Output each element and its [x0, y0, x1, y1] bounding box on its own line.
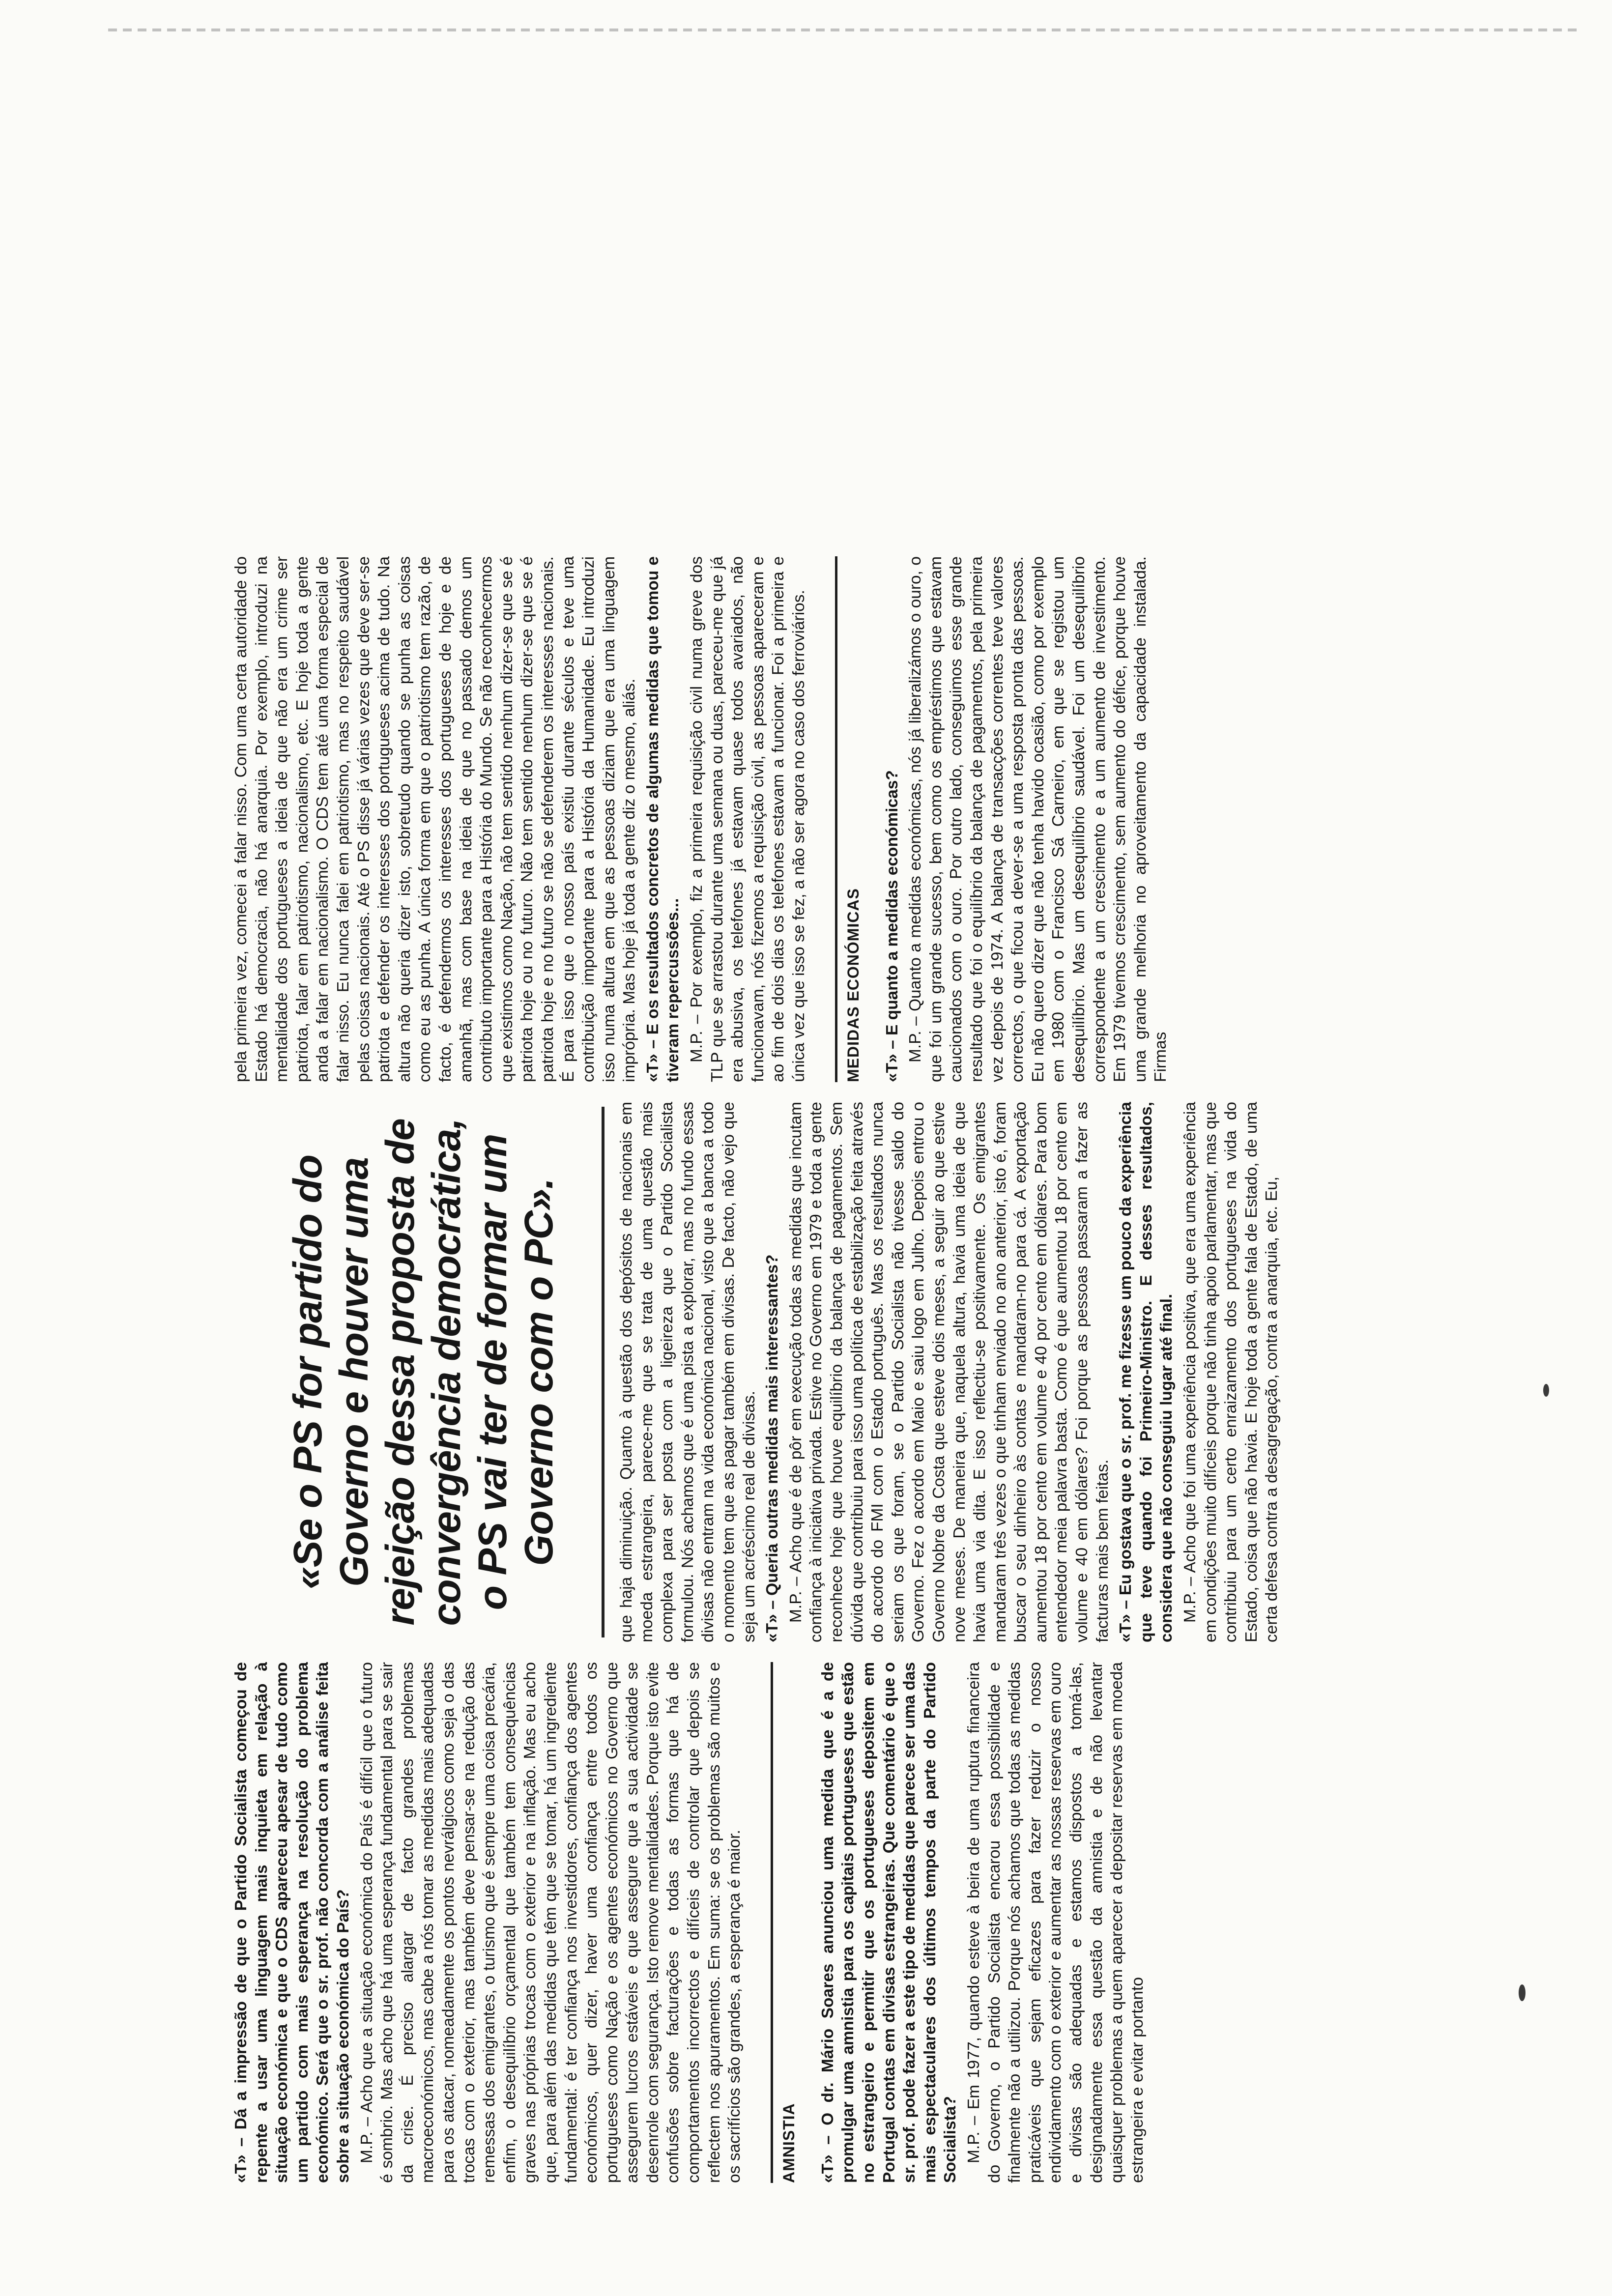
interview-paragraph: M.P. – Quanto a medidas económicas, nós já liberalizámos o ouro, o que foi um grande sucesso, bem como os empréstimos que estavam caucionados com o ouro. Por outro lado, conseguimos esse grande resultado que foi o equilíbrio da balança de pagamentos, pela primeira vez depois de 1974. A balança de transacções correntes teve valores correctos, o que ficou a dever-se a uma resposta pronta das pessoas. Eu não quero dizer que não tenha havido ocasião, como por exemplo em 1980 com o Francisco Sá Carneiro, em que se registou um desequilíbrio. Mas um desequilíbrio saudável. Foi um desequilíbrio correspondente a um crescimento e a um aumento de investimento. Em 1979 tivemos crescimento, sem aumento do défice, porque houve uma grande melhoria no aproveitamento da capacidade instalada. Firmas: [906, 556, 1170, 1082]
scan-edge-line: [108, 29, 1583, 31]
column-3: [231, 556, 1558, 1082]
pull-quote-rule: [602, 1107, 604, 1637]
interview-question: «T» – Dá a impressão de que o Partido Socialista começou de repente a usar uma linguagem mais inquieta em relação à situação económica e que o CDS apareceu apesar de tudo como um partido com mais esperança na resolução do problema económico. Será que o sr. prof. não concorda com a análise feita sobre a situação económica do País?: [232, 1662, 352, 2183]
section-heading: MEDIDAS ECONÓMICAS: [835, 556, 863, 1082]
interview-paragraph: M.P. – Acho que é de pôr em execução todas as medidas que incutam confiança à iniciativa privada. Estive no Governo em 1979 e toda a gente reconhece hoje que houve equilíbrio da balança de pagamentos. Sem dúvida que contribuiu para isso uma política de estabilização feita através do acordo do FMI com o Estado português. Mas os resultados nunca seriam os que foram, se o Partido Socialista não tivesse saldo do Governo. Fez o acordo em Maio e saiu logo em Julho. Depois entrou o Governo Nobre da Costa que esteve dois meses, a seguir ao que estive nove meses. De maneira que, naquela altura, havia uma ideia de que havia uma via dita. E isso reflectiu-se positivamente. Os emigrantes mandaram três vezes o que tinham enviado no ano anterior, isto é, foram buscar o seu dinheiro às contas e mandaram-no para cá. A exportação aumentou 18 por cento em volume e 40 por cento em dólares. Para bom entendedor meia palavra basta. Como é que aumentou 18 por cento em volume e 40 em dólares? Foi porque as pessoas passaram a fazer as facturas mais bem feitas.: [786, 1102, 1112, 1642]
interview-paragraph: M.P. – Acho que foi uma experiência positiva, que era uma experiência em condições muito difíceis porque não tinha apoio parlamentar, mas que contribuiu para um certo enraizamento dos portugueses na vida do Estado, coisa que não havia. E hoje toda a gente fala de Estado, de uma certa defesa contra a desagregação, contra a anarquia, etc. Eu,: [1181, 1102, 1281, 1642]
column-2: [231, 1102, 1558, 1642]
interview-paragraph: M.P. – Acho que a situação económica do País é difícil que o futuro é sombrio. Mas acho que há uma esperança fundamental para se sair da crise. É preciso alargar de facto grandes problemas macroeconómicos, mas cabe a nós tomar as medidas mais adequadas para os atacar, nomeadamente os pontos nevrálgicos como seja o das trocas com o exterior, mas também deve pensar-se na redução das remessas dos emigrantes, o turismo que é sempre uma coisa precária, enfim, o desequilíbrio orçamental que também tem consequências graves nas próprias trocas com o exterior e na inflação. Mas eu acho que, para além das medidas que têm que se tomar, há um ingrediente fundamental: é ter confiança nos investidores, confiança dos agentes económicos, quer dizer, haver uma confiança entre todos os portugueses como Nação e os agentes económicos no Governo que assegurem lucros estáveis e que assegure que a sua actividade se desenrole com segurança. Isto remove mentalidades. Porque isto evite confusões sobre facturações e todas as formas que há de comportamentos incorrectos e difíceis de controlar que depois se reflectem nos apuramentos. Em suma: se os problemas são muitos e os sacrifícios são grandes, a esperança é maior.: [357, 1662, 744, 2183]
interview-paragraph: M.P. – Por exemplo, fiz a primeira requisição civil numa greve dos TLP que se arrastou durante uma semana ou duas, pareceu-me que já era abusiva, os telefones já estavam quase todos avariados, não funcionavam, nós fizemos a requisição civil, as pessoas apareceram e ao fim de dois dias os telefones estavam a funcionar. Foi a primeira e única vez que isso se fez, a não ser agora no caso dos ferroviários.: [688, 556, 808, 1082]
interview-paragraph: pela primeira vez, comecei a falar nisso. Com uma certa autoridade do Estado há democracia, não há anarquia. Por exemplo, introduzi na mentalidade dos portugueses a ideia de que não era um crime ser patriota, falar em patriotismo, nacionalismo, etc. E hoje toda a gente anda a falar em nacionalismo. O CDS tem até uma forma especial de falar nisso. Eu nunca falei em patriotismo, mas no respeito saudável pelas coisas nacionais. Até o PS disse já várias vezes que deve ser-se patriota e defender os interesses dos portugueses acima de tudo. Na altura não queria dizer isto, sobretudo quando se punha as coisas como eu as punha. A única forma em que o patriotismo tem razão, de facto, é defendermos os interesses dos portugueses de hoje e de amanhã, mas com base na ideia de que no passado demos um contributo importante para a História do Mundo. Se não reconhecermos que existimos como Nação, não tem sentido nenhum dizer-se que se é patriota hoje ou no futuro. Não tem sentido nenhum dizer-se que se é patriota hoje e no futuro se não se defenderem os interesses nacionais. É para isso que o nosso país existiu durante séculos e teve uma contribuição importante para a História da Humanidade. Eu introduzi isso numa altura em que as pessoas diziam que era uma linguagem imprópria. Mas hoje já toda a gente diz o mesmo, aliás.: [232, 556, 639, 1082]
interview-question: «T» – E os resultados concretos de algumas medidas que tomou e tiveram repercussões...: [643, 556, 683, 1082]
interview-question: «T» – E quanto a medidas económicas?: [883, 770, 901, 1082]
section-heading: AMNISTIA: [771, 1662, 798, 2183]
column-1: [231, 1662, 1558, 2183]
pull-quote: «Se o PS for partido do Governo e houver uma rejeição dessa proposta de convergência democrática, o PS vai ter de formar um Governo com o PC».: [286, 1118, 561, 1626]
interview-question: «T» – O dr. Mário Soares anunciou uma medida que é a de promulgar uma amnistia para os capitais portugueses que estão no estrangeiro e permitir que os portugueses depositem em Portugal contas em divisas estrangeiras. Que comentário é que o sr. prof. pode fazer a este tipo de medidas que parece ser uma das mais espectaculares dos últimos tempos da parte do Partido Socialista?: [818, 1662, 960, 2183]
column-2-body: [616, 1102, 1282, 1642]
interview-question: «T» – Queria outras medidas mais interessantes?: [763, 1254, 782, 1642]
interview-question: «T» – Eu gostava que o sr. prof. me fizesse um pouco da experiência que teve quando foi Primeiro-Ministro. E desses resultados, considera que não conseguiu lugar até final.: [1117, 1102, 1176, 1642]
interview-paragraph: M.P. – Em 1977, quando esteve à beira de uma ruptura financeira do Governo, o Partido Socialista encarou essa possibilidade e finalmente não a utilizou. Porque nós achamos que todas as medidas praticáveis que sejam eficazes para fazer reduzir o nosso endividamento com o exterior e aumentar as nossas reservas em ouro e divisas são adequadas e estamos dispostos a tomá-las, designadamente essa questão da amnistia e de não levantar quaisquer problemas a quem aparecer a depositar reservas em moeda estrangeira e evitar portanto: [965, 1662, 1147, 2183]
interview-paragraph: que haja diminuição. Quanto à questão dos depósitos de nacionais em moeda estrangeira, parece-me que se trata de uma questão mais complexa para ser posta com a ligeireza que o Partido Socialista formulou. Nós achamos que é uma pista a explorar, mas no fundo essas divisas não entram na vida económica nacional, visto que a banca a todo o momento tem que as pagar também em divisas. De facto, não vejo que seja um acréscimo real de divisas.: [617, 1102, 758, 1642]
